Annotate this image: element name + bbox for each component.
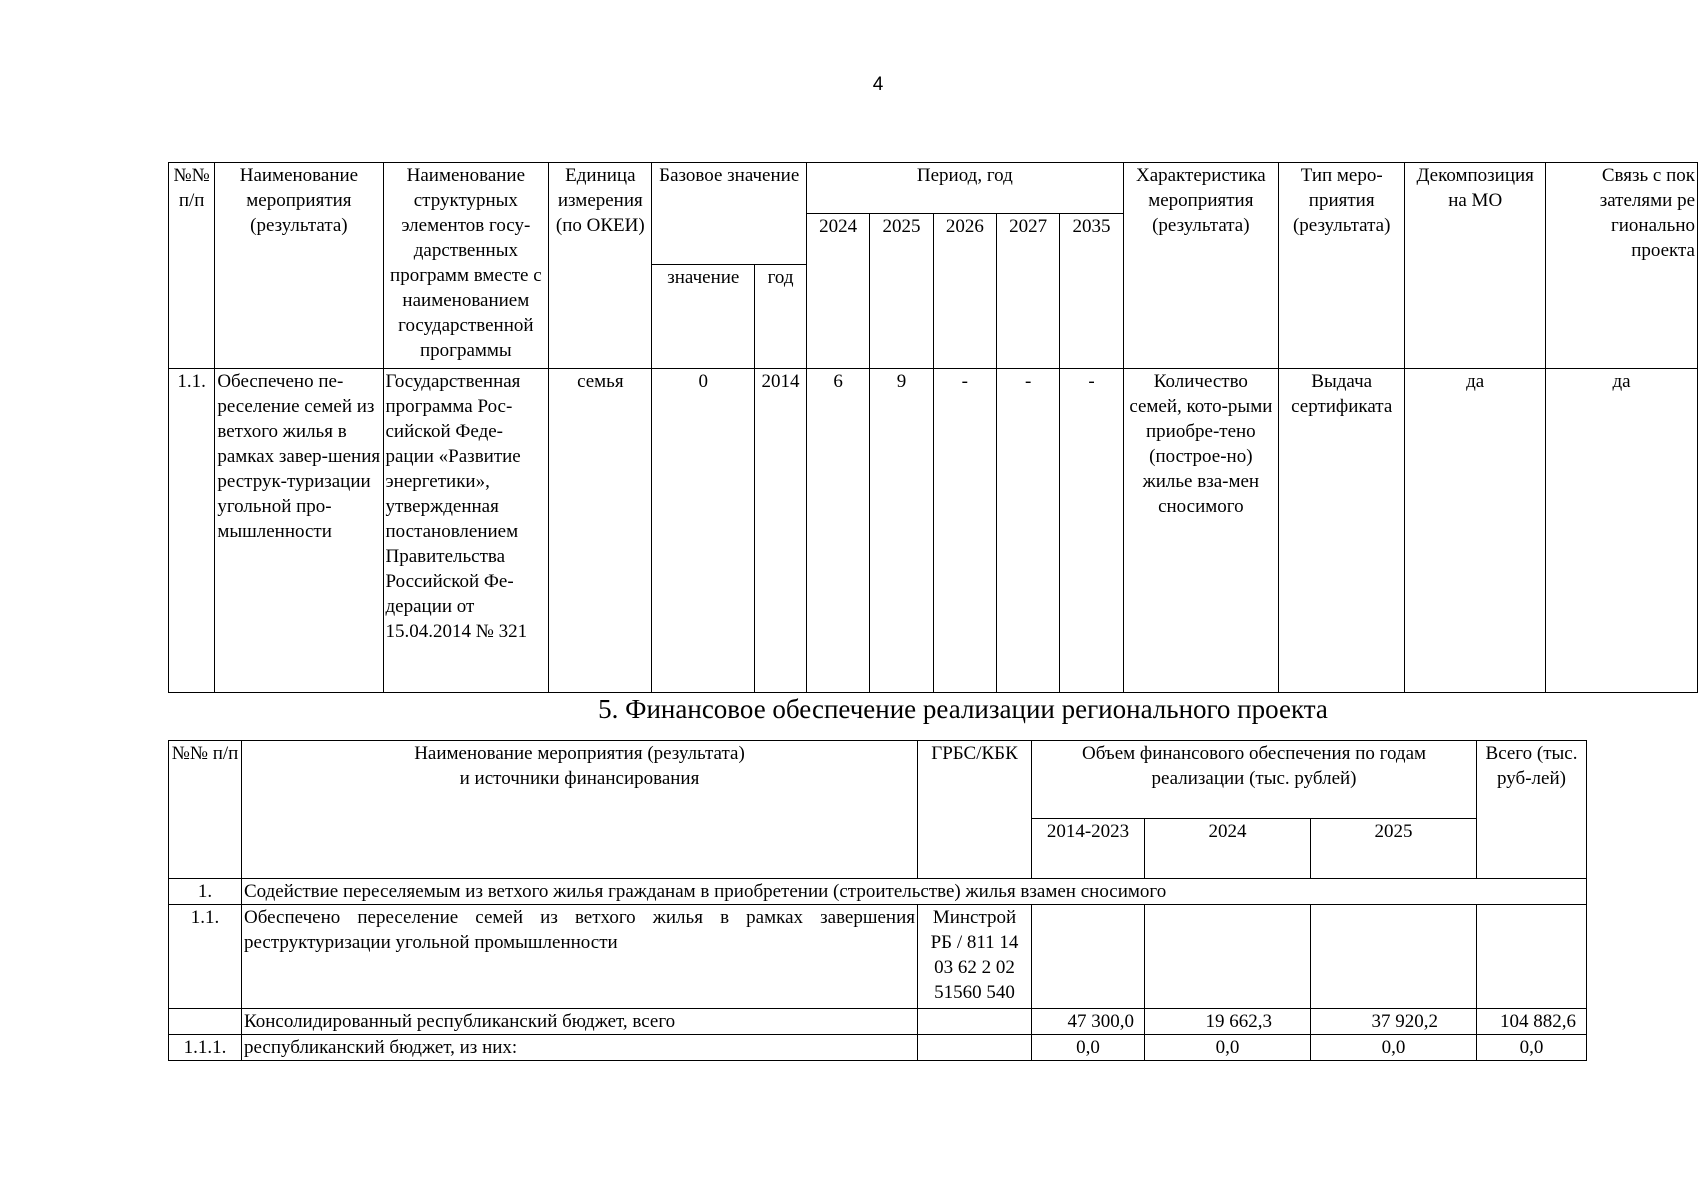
row-characteristic: Количество семей, кото-рыми приобре-тено (построе-но) жилье вза-мен сносимого xyxy=(1123,369,1278,693)
fin-row-num: 1.1. xyxy=(169,905,242,1009)
table-row xyxy=(169,879,1587,905)
header-characteristic: Характеристика мероприятия (результата) xyxy=(1123,163,1278,369)
header-structural-elements: Наименование структурных элементов госу-дарственных программ вместе с наименованием государственной программы xyxy=(383,163,549,369)
results-table xyxy=(168,162,1698,693)
row-event-name: Обеспечено пе-реселение семей из ветхого жилья в рамках завер-шения реструк-туризации угольной про-мышленности xyxy=(215,369,383,693)
row-num: 1.1. xyxy=(169,369,215,693)
header-base-value: Базовое значение xyxy=(652,163,807,265)
row-value-2025: 9 xyxy=(870,369,933,693)
header-year-2024: 2024 xyxy=(806,214,869,369)
fin-row-value-2025: 37 920,2 xyxy=(1311,1009,1477,1035)
fin-row-value-2025: 0,0 xyxy=(1311,1035,1477,1061)
row-structural-elements: Государственная программа Рос-сийской Феде-рации «Развитие энергетики», утвержденная постановлением Правительства Российской Фе-дерации от 15.04.2014 № 321 xyxy=(383,369,549,693)
header-base-value-value: значение xyxy=(652,265,755,369)
fin-row-num xyxy=(169,1009,242,1035)
table-row xyxy=(169,1009,1587,1035)
fin-header-num: №№ п/п xyxy=(169,741,242,879)
fin-row-value-2024: 0,0 xyxy=(1145,1035,1311,1061)
row-value-2035: - xyxy=(1060,369,1123,693)
fin-header-period-2025: 2025 xyxy=(1311,819,1477,879)
table-row xyxy=(169,1035,1587,1061)
row-unit: семья xyxy=(549,369,652,693)
header-link: Связь с пок зателями ре гионально проекта xyxy=(1546,163,1698,369)
header-event-name: Наименование мероприятия (результата) xyxy=(215,163,383,369)
fin-header-grbs: ГРБС/КБК xyxy=(918,741,1032,879)
fin-row-num: 1.1.1. xyxy=(169,1035,242,1061)
fin-row-total: 0,0 xyxy=(1477,1035,1587,1061)
finance-table xyxy=(168,740,1587,1061)
fin-row-text: республиканский бюджет, из них: xyxy=(242,1035,918,1061)
fin-header-name-line1: Наименование мероприятия (результата) xyxy=(414,743,745,764)
header-decomposition: Декомпозиция на МО xyxy=(1405,163,1546,369)
header-unit: Единица измерения (по ОКЕИ) xyxy=(549,163,652,369)
fin-header-name xyxy=(242,741,918,879)
fin-row-text: Обеспечено переселение семей из ветхого жилья в рамках завершения реструктуризации угольной промышленности xyxy=(242,905,918,1009)
fin-row-value-2014-2023: 47 300,0 xyxy=(1032,1009,1145,1035)
page-number: 4 xyxy=(872,74,884,95)
row-value-2026: - xyxy=(933,369,996,693)
header-year-2026: 2026 xyxy=(933,214,996,369)
header-event-type: Тип меро-приятия (результата) xyxy=(1279,163,1405,369)
fin-row-grbs: Минстрой РБ / 811 14 03 62 2 02 51560 540 xyxy=(918,905,1032,1009)
row-link: да xyxy=(1546,369,1698,693)
header-period: Период, год xyxy=(806,163,1123,214)
header-base-value-year: год xyxy=(755,265,807,369)
header-year-2035: 2035 xyxy=(1060,214,1123,369)
fin-row-text: Содействие переселяемым из ветхого жилья гражданам в приобретении (строительстве) жилья взамен сносимого xyxy=(242,879,1587,905)
fin-row-total: 104 882,6 xyxy=(1477,1009,1587,1035)
row-base-value: 0 xyxy=(652,369,755,693)
header-year-2025: 2025 xyxy=(870,214,933,369)
row-event-type: Выдача сертификата xyxy=(1279,369,1405,693)
header-num: №№ п/п xyxy=(169,163,215,369)
row-base-year: 2014 xyxy=(755,369,807,693)
row-value-2024: 6 xyxy=(806,369,869,693)
table-row xyxy=(169,905,1587,1009)
row-decomposition: да xyxy=(1405,369,1546,693)
header-year-2027: 2027 xyxy=(997,214,1060,369)
table-row xyxy=(169,369,1698,693)
fin-row-value-2014-2023: 0,0 xyxy=(1032,1035,1145,1061)
fin-header-volume: Объем финансового обеспечения по годам реализации (тыс. рублей) xyxy=(1032,741,1477,819)
fin-row-value-2024: 19 662,3 xyxy=(1145,1009,1311,1035)
fin-row-num: 1. xyxy=(169,879,242,905)
fin-header-period-2014-2023: 2014-2023 xyxy=(1032,819,1145,879)
fin-header-total: Всего (тыс. руб-лей) xyxy=(1477,741,1587,879)
row-value-2027: - xyxy=(997,369,1060,693)
fin-header-name-line2: и источники финансирования xyxy=(459,768,700,789)
fin-header-period-2024: 2024 xyxy=(1145,819,1311,879)
fin-row-text: Консолидированный республиканский бюджет, всего xyxy=(242,1009,918,1035)
section-title: 5. Финансовое обеспечение реализации регионального проекта xyxy=(598,694,1328,724)
